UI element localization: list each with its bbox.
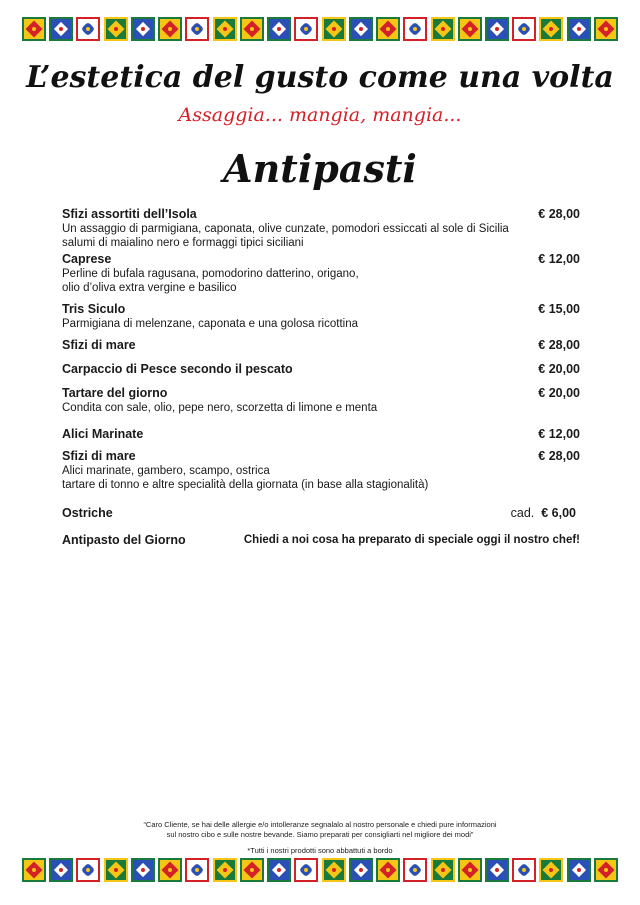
item-description: Condita con sale, olio, pepe nero, scorzetta di limone e menta <box>62 402 378 414</box>
item-description: salumi di maialino nero e formaggi tipici siciliani <box>62 237 304 249</box>
item-price: € 28,00 <box>538 207 580 221</box>
decorative-tile-icon <box>294 858 318 882</box>
item-price: € 15,00 <box>538 302 580 316</box>
price-unit: cad. <box>510 506 535 520</box>
decorative-tile-icon <box>185 17 209 41</box>
decorative-tile-icon <box>594 17 618 41</box>
decorative-tile-icon <box>376 17 400 41</box>
decorative-tile-icon <box>322 17 346 41</box>
decorative-tile-icon <box>104 858 128 882</box>
item-description: tartare di tonno e altre specialità della giornata (in base alla stagionalità) <box>62 479 429 491</box>
chef-special-note: Chiedi a noi cosa ha preparato di speciale oggi il nostro chef! <box>243 534 580 546</box>
menu-item <box>62 386 580 427</box>
menu-item <box>62 506 580 533</box>
menu-item <box>62 338 580 362</box>
menu-list <box>62 207 580 553</box>
decorative-tile-icon <box>240 17 264 41</box>
decorative-tile-icon <box>485 858 509 882</box>
menu-item <box>62 362 580 386</box>
decorative-tile-icon <box>539 858 563 882</box>
decorative-tile-icon <box>22 858 46 882</box>
decorative-tile-icon <box>458 17 482 41</box>
item-name: Tris Siculo <box>62 302 126 316</box>
tagline: L’estetica del gusto come una volta <box>26 60 614 95</box>
price-value: € 6,00 <box>541 506 576 520</box>
menu-item <box>62 252 580 302</box>
section-title: Antipasti <box>223 146 417 191</box>
decorative-tile-icon <box>349 17 373 41</box>
decorative-tile-icon <box>512 17 536 41</box>
decorative-tile-icon <box>431 858 455 882</box>
menu-item <box>62 427 580 449</box>
frozen-note: *Tutti i nostri prodotti sono abbattuti a bordo <box>247 846 393 855</box>
decorative-tile-icon <box>431 17 455 41</box>
item-name: Alici Marinate <box>62 427 144 441</box>
decorative-tile-icon <box>76 17 100 41</box>
menu-item <box>62 533 580 553</box>
item-name: Caprese <box>62 252 112 266</box>
subtitle: Assaggia... mangia, mangia... <box>178 104 462 126</box>
item-price: € 20,00 <box>538 386 580 400</box>
decorative-tile-icon <box>131 17 155 41</box>
item-description: Alici marinate, gambero, scampo, ostrica <box>62 465 270 477</box>
decorative-tile-icon <box>403 858 427 882</box>
decorative-tile-icon <box>458 858 482 882</box>
item-name: Sfizi di mare <box>62 449 136 463</box>
allergy-notice <box>0 820 640 840</box>
decorative-tile-icon <box>349 858 373 882</box>
menu-item <box>62 302 580 338</box>
decorative-tile-icon <box>267 17 291 41</box>
item-price: € 12,00 <box>538 427 580 441</box>
decorative-tile-icon <box>49 858 73 882</box>
decorative-tile-icon <box>594 858 618 882</box>
item-price: € 12,00 <box>538 252 580 266</box>
item-name: Ostriche <box>62 506 113 520</box>
decorative-tile-icon <box>158 17 182 41</box>
decorative-tile-icon <box>294 17 318 41</box>
decorative-tile-icon <box>403 17 427 41</box>
item-description: Perline di bufala ragusana, pomodorino datterino, origano, <box>62 268 359 280</box>
decorative-tile-icon <box>267 858 291 882</box>
decorative-tile-icon <box>240 858 264 882</box>
allergy-notice-line: sul nostro cibo e sulle nostre bevande. Siamo preparati per consigliarti nel migliore dei modi” <box>166 830 474 839</box>
item-price: € 20,00 <box>538 362 580 376</box>
allergy-notice-line: “Caro Cliente, se hai delle allergie e/o intolleranze segnalalo al nostro personale e chiedi pure informazioni <box>143 820 497 829</box>
decorative-tile-icon <box>213 17 237 41</box>
menu-item <box>62 449 580 506</box>
decorative-tile-icon <box>49 17 73 41</box>
decorative-tile-icon <box>567 858 591 882</box>
item-description: Parmigiana di melenzane, caponata e una golosa ricottina <box>62 318 358 330</box>
decorative-border-bottom <box>22 858 618 884</box>
decorative-tile-icon <box>485 17 509 41</box>
decorative-border-top <box>22 17 618 43</box>
menu-item <box>62 207 580 252</box>
decorative-tile-icon <box>76 858 100 882</box>
item-name: Sfizi di mare <box>62 338 136 352</box>
decorative-tile-icon <box>104 17 128 41</box>
item-price: € 28,00 <box>538 449 580 463</box>
decorative-tile-icon <box>22 17 46 41</box>
item-price <box>511 506 576 521</box>
decorative-tile-icon <box>376 858 400 882</box>
item-name: Sfizi assortiti dell’Isola <box>62 207 197 221</box>
item-price: € 28,00 <box>538 338 580 352</box>
item-description: Un assaggio di parmigiana, caponata, olive cunzate, pomodori essiccati al sole di Sicilia <box>62 223 509 235</box>
decorative-tile-icon <box>512 858 536 882</box>
item-name: Carpaccio di Pesce secondo il pescato <box>62 362 293 376</box>
decorative-tile-icon <box>539 17 563 41</box>
decorative-tile-icon <box>185 858 209 882</box>
item-name: Antipasto del Giorno <box>62 533 186 547</box>
decorative-tile-icon <box>567 17 591 41</box>
decorative-tile-icon <box>322 858 346 882</box>
item-name: Tartare del giorno <box>62 386 168 400</box>
item-description: olio d’oliva extra vergine e basilico <box>62 282 237 294</box>
decorative-tile-icon <box>213 858 237 882</box>
decorative-tile-icon <box>158 858 182 882</box>
decorative-tile-icon <box>131 858 155 882</box>
